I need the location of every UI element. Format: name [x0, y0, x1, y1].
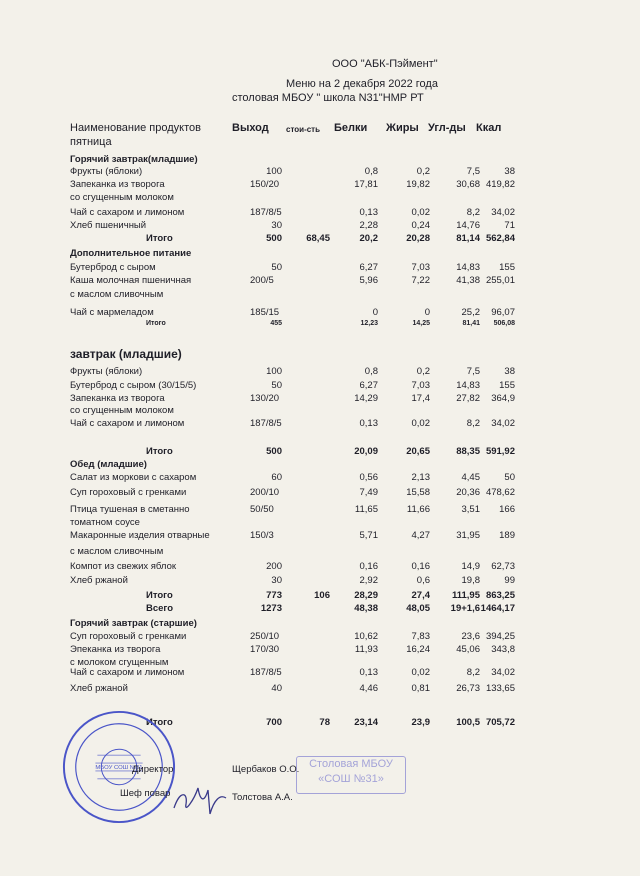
- row-output: 100: [266, 366, 282, 377]
- table-row: [0, 561, 640, 575]
- table-row: [0, 504, 640, 518]
- col-header-carbs: Угл-ды: [428, 122, 466, 134]
- row-name: Хлеб ржаной: [70, 683, 128, 694]
- row-name: со сгущенным молоком: [70, 405, 174, 416]
- row-kcal: 38: [504, 166, 515, 177]
- col-header-name: Наименование продуктов: [70, 122, 201, 134]
- row-fat: 0,02: [411, 207, 430, 218]
- col-header-protein: Белки: [334, 122, 368, 134]
- section-row: [0, 347, 640, 361]
- table-row: [0, 192, 640, 206]
- table-row: [0, 405, 640, 419]
- row-name: Хлеб ржаной: [70, 575, 128, 586]
- row-name: Всего: [146, 603, 174, 614]
- row-protein: 4,46: [359, 683, 378, 694]
- row-kcal: 34,02: [491, 207, 515, 218]
- row-kcal: 419,82: [485, 179, 515, 190]
- row-kcal: 189: [499, 530, 515, 541]
- table-row: [0, 631, 640, 645]
- row-name: Хлеб пшеничный: [70, 220, 147, 231]
- row-protein: 0,13: [359, 667, 378, 678]
- table-row: [0, 262, 640, 276]
- chef-label: Шеф повар: [120, 788, 171, 799]
- row-output: 200/5: [250, 275, 274, 286]
- row-carbs: 27,82: [456, 393, 480, 404]
- row-carbs: 81,41: [462, 320, 480, 327]
- row-fat: 14,25: [412, 320, 430, 327]
- row-kcal: 364,9: [491, 393, 515, 404]
- row-protein: 28,29: [354, 590, 378, 601]
- table-row: [0, 546, 640, 560]
- row-protein: 11,93: [354, 644, 378, 655]
- row-name: томатном соусе: [70, 517, 140, 528]
- row-carbs: 100,5: [456, 717, 480, 728]
- row-kcal: 478,62: [485, 487, 515, 498]
- row-output: 700: [266, 717, 282, 728]
- seal-text: МБОУ СОШ №31: [95, 764, 143, 771]
- row-carbs: 30,68: [456, 179, 480, 190]
- row-protein: 0,8: [364, 366, 378, 377]
- row-kcal: 562,84: [485, 233, 515, 244]
- row-carbs: 7,5: [466, 166, 480, 177]
- table-row: [0, 179, 640, 193]
- row-carbs: 8,2: [466, 667, 480, 678]
- table-row: [0, 380, 640, 394]
- org-name: ООО "АБК-Пэймент": [332, 58, 438, 70]
- table-row: [0, 307, 640, 321]
- row-carbs: 20,36: [456, 487, 480, 498]
- row-fat: 0,2: [416, 166, 430, 177]
- row-name: Птица тушеная в сметанно: [70, 504, 190, 515]
- table-row: [0, 487, 640, 501]
- row-cost: 78: [319, 717, 330, 728]
- row-carbs: 88,35: [456, 446, 480, 457]
- row-carbs: 45,06: [456, 644, 480, 655]
- row-output: 773: [266, 590, 282, 601]
- row-protein: 6,27: [359, 262, 378, 273]
- canteen-stamp: [296, 756, 406, 794]
- row-protein: 48,38: [354, 603, 378, 614]
- row-protein: 0,56: [359, 472, 378, 483]
- row-protein: 0: [372, 307, 378, 318]
- row-fat: 2,13: [411, 472, 430, 483]
- row-name: Фрукты (яблоки): [70, 166, 143, 177]
- table-row: [0, 683, 640, 697]
- row-fat: 20,28: [406, 233, 430, 244]
- row-name: Итого: [146, 320, 166, 327]
- row-protein: 2,92: [359, 575, 378, 586]
- stamp-line-1: Столовая МБОУ: [309, 758, 393, 770]
- col-header-day: пятница: [70, 136, 112, 148]
- row-kcal: 34,02: [491, 418, 515, 429]
- row-name: Обед (младшие): [70, 459, 147, 470]
- row-output: 500: [266, 233, 282, 244]
- row-output: 50: [271, 262, 282, 273]
- row-output: 150/3: [250, 530, 274, 541]
- total-row: [0, 320, 640, 334]
- row-kcal: 863,25: [485, 590, 515, 601]
- row-output: 150/20: [250, 179, 280, 190]
- row-kcal: 99: [504, 575, 515, 586]
- row-name: со сгущенным молоком: [70, 192, 174, 203]
- row-carbs: 3,51: [461, 504, 480, 515]
- table-row: [0, 517, 640, 531]
- section-row: [0, 618, 640, 632]
- row-fat: 20,65: [406, 446, 430, 457]
- row-name: Каша молочная пшеничная: [70, 275, 192, 286]
- row-name: с маслом сливочным: [70, 289, 164, 300]
- row-protein: 10,62: [354, 631, 378, 642]
- table-row: [0, 275, 640, 289]
- table-row: [0, 207, 640, 221]
- row-carbs: 8,2: [466, 418, 480, 429]
- row-carbs: 14,83: [456, 262, 480, 273]
- row-fat: 11,66: [406, 504, 430, 515]
- row-fat: 17,4: [411, 393, 430, 404]
- row-kcal: 71: [504, 220, 515, 231]
- row-protein: 6,27: [359, 380, 378, 391]
- row-protein: 14,29: [354, 393, 378, 404]
- row-output: 130/20: [250, 393, 280, 404]
- row-name: Макаронные изделия отварные: [70, 530, 210, 541]
- row-protein: 20,2: [359, 233, 378, 244]
- row-kcal: 133,65: [485, 683, 515, 694]
- row-protein: 2,28: [359, 220, 378, 231]
- row-fat: 27,4: [411, 590, 430, 601]
- row-fat: 23,9: [411, 717, 430, 728]
- row-name: Итого: [146, 446, 173, 457]
- table-row: [0, 530, 640, 544]
- row-fat: 0: [424, 307, 430, 318]
- row-output: 170/30: [250, 644, 280, 655]
- row-fat: 7,03: [411, 380, 430, 391]
- director-label: Директор: [132, 764, 174, 775]
- row-name: Чай с сахаром и лимоном: [70, 207, 185, 218]
- row-carbs: 8,2: [466, 207, 480, 218]
- row-fat: 0,02: [411, 418, 430, 429]
- row-fat: 0,24: [411, 220, 430, 231]
- row-protein: 12,23: [360, 320, 378, 327]
- row-carbs: 81,14: [456, 233, 480, 244]
- row-protein: 0,13: [359, 207, 378, 218]
- row-protein: 23,14: [354, 717, 378, 728]
- row-fat: 7,83: [411, 631, 430, 642]
- row-output: 200: [266, 561, 282, 572]
- row-kcal: 1464,17: [480, 603, 515, 614]
- row-fat: 0,02: [411, 667, 430, 678]
- section-row: [0, 248, 640, 262]
- row-kcal: 343,8: [491, 644, 515, 655]
- row-protein: 0,8: [364, 166, 378, 177]
- row-carbs: 19+1,6: [450, 603, 480, 614]
- total-row: [0, 446, 640, 460]
- row-name: Итого: [146, 233, 173, 244]
- row-name: Салат из моркови с сахаром: [70, 472, 197, 483]
- row-name: с маслом сливочным: [70, 546, 164, 557]
- row-carbs: 25,2: [461, 307, 480, 318]
- row-name: завтрак (младшие): [70, 347, 182, 361]
- row-fat: 4,27: [411, 530, 430, 541]
- canteen-name: столовая МБОУ " школа N31"НМР РТ: [232, 92, 424, 104]
- row-kcal: 50: [504, 472, 515, 483]
- row-fat: 7,22: [411, 275, 430, 286]
- col-header-output: Выход: [232, 122, 269, 134]
- row-fat: 7,03: [411, 262, 430, 273]
- row-name: с молоком сгущенным: [70, 657, 169, 668]
- row-fat: 19,82: [406, 179, 430, 190]
- row-fat: 0,6: [416, 575, 430, 586]
- row-protein: 7,49: [359, 487, 378, 498]
- row-output: 187/8/5: [250, 418, 282, 429]
- menu-date: Меню на 2 декабря 2022 года: [286, 78, 438, 90]
- table-row: [0, 418, 640, 432]
- table-row: [0, 166, 640, 180]
- row-kcal: 394,25: [485, 631, 515, 642]
- row-output: 50/50: [250, 504, 274, 515]
- row-kcal: 166: [499, 504, 515, 515]
- row-output: 40: [271, 683, 282, 694]
- row-kcal: 255,01: [485, 275, 515, 286]
- row-output: 30: [271, 220, 282, 231]
- row-carbs: 7,5: [466, 366, 480, 377]
- row-cost: 106: [314, 590, 330, 601]
- row-protein: 5,96: [359, 275, 378, 286]
- row-fat: 48,05: [406, 603, 430, 614]
- table-row: [0, 472, 640, 486]
- col-header-cost: стои-сть: [286, 125, 321, 134]
- row-carbs: 19,8: [461, 575, 480, 586]
- table-row: [0, 644, 640, 658]
- row-carbs: 14,76: [456, 220, 480, 231]
- row-output: 250/10: [250, 631, 280, 642]
- row-fat: 0,2: [416, 366, 430, 377]
- row-fat: 0,81: [411, 683, 430, 694]
- row-name: Итого: [146, 590, 173, 601]
- row-name: Суп гороховый с гренками: [70, 487, 187, 498]
- row-carbs: 4,45: [461, 472, 480, 483]
- table-row: [0, 667, 640, 681]
- row-carbs: 41,38: [456, 275, 480, 286]
- row-carbs: 14,83: [456, 380, 480, 391]
- row-name: Чай с сахаром и лимоном: [70, 667, 185, 678]
- row-kcal: 34,02: [491, 667, 515, 678]
- row-name: Суп гороховый с гренками: [70, 631, 187, 642]
- row-fat: 0,16: [411, 561, 430, 572]
- row-output: 455: [270, 320, 282, 327]
- row-name: Горячий завтрак (старшие): [70, 618, 197, 629]
- col-header-fat: Жиры: [386, 122, 419, 134]
- row-name: Эпеканка из творога: [70, 644, 161, 655]
- row-output: 50: [271, 380, 282, 391]
- signature: [170, 770, 230, 820]
- row-output: 200/10: [250, 487, 280, 498]
- row-output: 187/8/5: [250, 207, 282, 218]
- col-header-kcal: Ккал: [476, 122, 502, 134]
- row-name: Запеканка из творога: [70, 179, 165, 190]
- row-name: Компот из свежих яблок: [70, 561, 177, 572]
- row-protein: 11,65: [354, 504, 378, 515]
- table-row: [0, 220, 640, 234]
- row-name: Бутерброд с сыром (30/15/5): [70, 380, 197, 391]
- row-carbs: 31,95: [456, 530, 480, 541]
- row-kcal: 705,72: [485, 717, 515, 728]
- row-output: 100: [266, 166, 282, 177]
- row-fat: 16,24: [406, 644, 430, 655]
- row-kcal: 591,92: [485, 446, 515, 457]
- row-output: 60: [271, 472, 282, 483]
- row-carbs: 23,6: [461, 631, 480, 642]
- row-output: 187/8/5: [250, 667, 282, 678]
- row-kcal: 155: [499, 262, 515, 273]
- row-protein: 20,09: [354, 446, 378, 457]
- stamp-line-2: «СОШ №31»: [318, 773, 384, 785]
- row-cost: 68,45: [306, 233, 330, 244]
- row-kcal: 155: [499, 380, 515, 391]
- row-name: Бутерброд с сыром: [70, 262, 156, 273]
- row-kcal: 96,07: [491, 307, 515, 318]
- table-row: [0, 289, 640, 303]
- total-row: [0, 590, 640, 604]
- row-name: Чай с мармеладом: [70, 307, 154, 318]
- row-protein: 17,81: [354, 179, 378, 190]
- row-output: 1273: [260, 603, 282, 614]
- row-protein: 0,13: [359, 418, 378, 429]
- table-row: [0, 366, 640, 380]
- row-output: 185/15: [250, 307, 280, 318]
- row-carbs: 111,95: [451, 590, 480, 601]
- row-kcal: 62,73: [491, 561, 515, 572]
- director-name: Щербаков О.О.: [232, 764, 300, 775]
- table-row: [0, 575, 640, 589]
- row-name: Горячий завтрак(младшие): [70, 154, 198, 165]
- row-output: 500: [266, 446, 282, 457]
- row-carbs: 14,9: [461, 561, 480, 572]
- total-row: [0, 233, 640, 247]
- row-protein: 5,71: [359, 530, 378, 541]
- row-name: Итого: [146, 717, 173, 728]
- row-fat: 15,58: [406, 487, 430, 498]
- chef-name: Толстова А.А.: [232, 792, 293, 803]
- row-name: Чай с сахаром и лимоном: [70, 418, 185, 429]
- row-output: 30: [271, 575, 282, 586]
- row-kcal: 38: [504, 366, 515, 377]
- row-kcal: 506,08: [493, 320, 515, 327]
- section-row: [0, 459, 640, 473]
- row-name: Запеканка из творога: [70, 393, 165, 404]
- row-name: Дополнительное питание: [70, 248, 192, 259]
- total-row: [0, 603, 640, 617]
- row-protein: 0,16: [359, 561, 378, 572]
- row-carbs: 26,73: [456, 683, 480, 694]
- row-name: Фрукты (яблоки): [70, 366, 143, 377]
